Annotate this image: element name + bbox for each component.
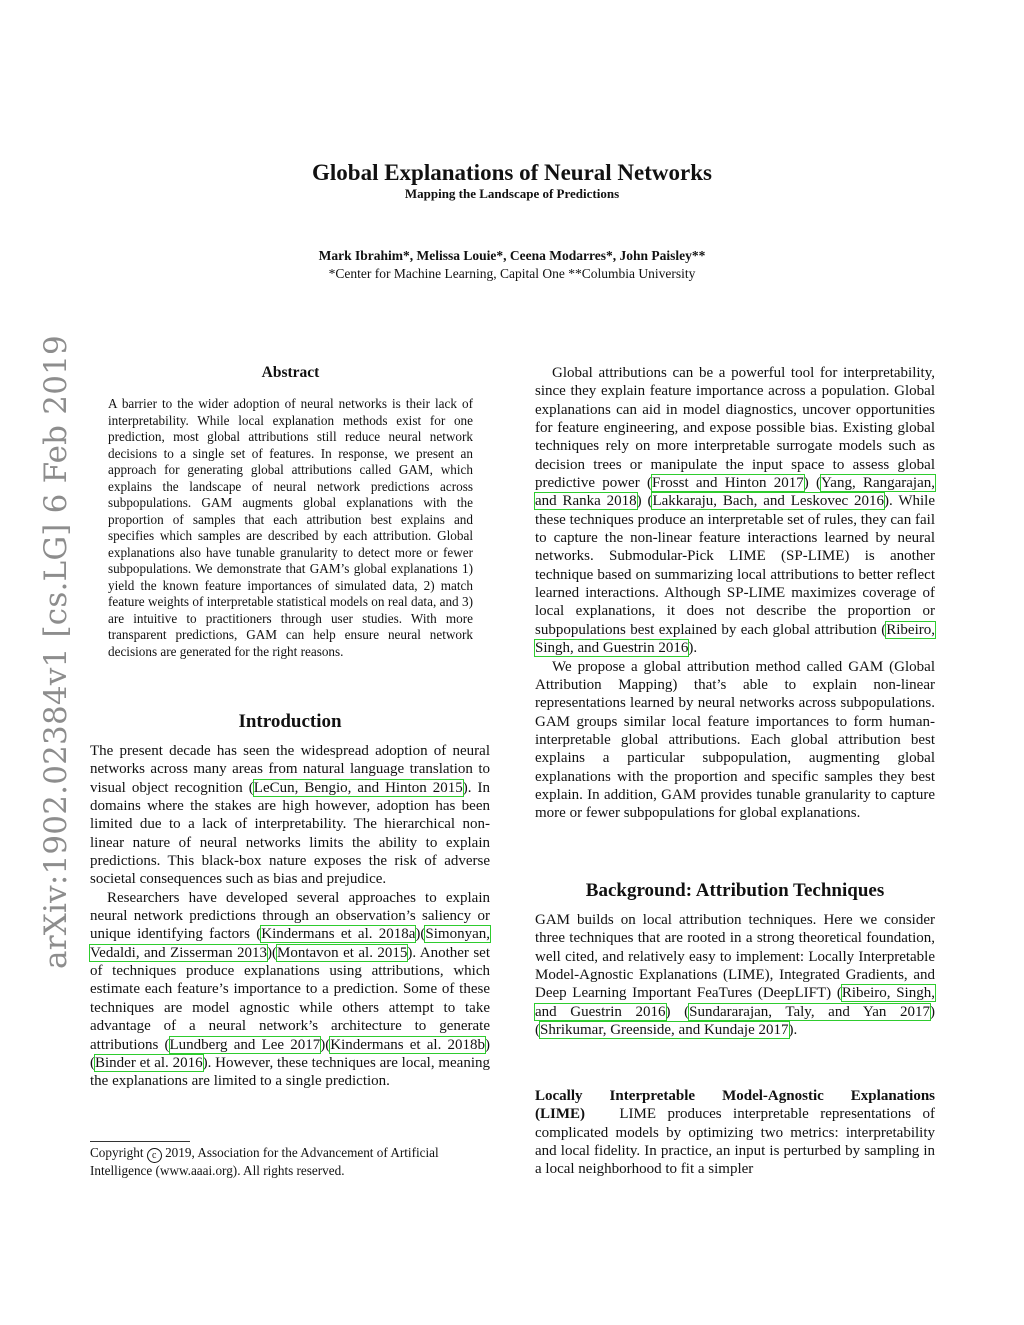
introduction-heading: Introduction	[238, 711, 342, 732]
paper-title: Global Explanations of Neural Networks	[312, 160, 712, 185]
abstract-heading: Abstract	[261, 364, 320, 381]
citation-link[interactable]: Sundararajan, Taly, and Yan 2017	[689, 1003, 930, 1020]
right-column-intro	[535, 364, 935, 823]
citation-link[interactable]: Ribeiro, Singh, and Guestrin 2016	[535, 985, 935, 1020]
citation-link[interactable]: Simonyan, Vedaldi, and Zisserman 2013	[90, 926, 490, 961]
gam-proposal-paragraph: We propose a global attribution method called GAM (Global Attribution Mapping) that’s able to explain non-linear representations learned by neural networks across subpopulations. GAM groups similar local feature importances to form human-interpretable global attributions. Each global attribution best explains a particular subpopulation, augmenting global explanations with the proportion and specific samples they best explain. In addition, GAM provides tunable granularity to capture more or fewer subpopulations for global explanations.	[535, 658, 935, 822]
lime-paragraph: Locally Interpretable Model-Agnostic Explanations (LIME) LIME produces interpretable representations of complicated models by optimizing two metrics: interpretability and local fidelity. In practice, an input is perturbed by sampling in a local neighborhood to fit a simpler	[535, 1088, 936, 1178]
intro-paragraph-2: Researchers have developed several approaches to explain neural network predictions through an observation’s saliency or unique identifying factors (Kindermans et al. 2018a)(Simonyan, Vedaldi, and Zisserman 2013)(Montavon et al. 2015). Another set of techniques produce explanations using attributions, which estimate each feature’s importance to a prediction. Some of these techniques are model agnostic while others attempt to take advantage of a neural network’s architecture to generate attributions (Lundberg and Lee 2017)(Kindermans et al. 2018b) (Binder et al. 2016). However, these techniques are local, meaning the explanations are limited to a single prediction.	[90, 889, 491, 1090]
citation-link[interactable]: Shrikumar, Greenside, and Kundaje 2017	[540, 1022, 789, 1039]
lime-section	[535, 1087, 935, 1179]
background-body	[535, 911, 935, 1039]
lime-title: Locally Interpretable Model-Agnostic Explanations (LIME)	[535, 1088, 935, 1123]
footnote-rule	[90, 1141, 190, 1142]
citation-link[interactable]: LeCun, Bengio, and Hinton 2015	[253, 779, 463, 796]
author-list: Mark Ibrahim*, Melissa Louie*, Ceena Modarres*, John Paisley**	[318, 248, 706, 263]
affiliations: *Center for Machine Learning, Capital One **Columbia University	[328, 266, 696, 281]
background-heading: Background: Attribution Techniques	[585, 880, 885, 901]
abstract-text: A barrier to the wider adoption of neural networks is their lack of interpretability. While local explanation methods exist for one prediction, most global attributions still reduce neural network decisions to a single set of features. In response, we present an approach for generating global attributions called GAM, which explains the landscape of neural network predictions across subpopulations. GAM augments global explanations with the proportion of samples that each attribution best explains and specifies which samples are described by each attribution. Global explanations also have tunable granularity to detect more or fewer subpopulations. We demonstrate that GAM’s global explanations 1) yield the known feature importances of simulated data, 2) match feature weights of interpretable statistical models on real data, and 3) are intuitive to practitioners through user studies. With more transparent predictions, GAM can help ensure neural network decisions are generated for the right reasons.	[108, 396, 473, 659]
citation-link[interactable]: Ribeiro, Singh, and Guestrin 2016	[535, 621, 935, 657]
citation-link[interactable]: Lakkaraju, Bach, and Leskovec 2016	[652, 493, 885, 510]
paper-subtitle: Mapping the Landscape of Predictions	[404, 186, 620, 201]
citation-link[interactable]: Kindermans et al. 2018a	[261, 926, 416, 943]
background-paragraph: GAM builds on local attribution techniques. Here we consider three techniques that are rooted in a strong theoretical foundation, well cited, and relatively easy to implement: Locally Interpretable Model-Agnostic Explanations (LIME), Integrated Gradients, and Deep Learning Important FeaTures (DeepLIFT) (Ribeiro, Singh, and Guestrin 2016) (Sundararajan, Taly, and Yan 2017) (Shrikumar, Greenside, and Kundaje 2017).	[535, 912, 935, 1039]
citation-link[interactable]: Lundberg and Lee 2017	[169, 1036, 321, 1053]
citation-link[interactable]: Frosst and Hinton 2017	[651, 475, 804, 492]
intro-paragraph-1: The present decade has seen the widespread adoption of neural networks across many areas from natural language translation to visual object recognition (LeCun, Bengio, and Hinton 2015). In domains where the stakes are high however, adoption has been limited due to a lack of interpretability. The hierarchical non-linear nature of neural networks limits the ability to explain predictions. This black-box nature exposes the risk of adverse societal consequences such as bias and prejudice.	[90, 743, 490, 888]
citation-link[interactable]: Kindermans et al. 2018b	[330, 1036, 486, 1053]
copyright-footnote: Copyright c 2019, Association for the Advancement of Artificial Intelligence (www.aaai.org). All rights reserved.	[90, 1145, 439, 1178]
arxiv-stamp: arXiv:1902.02384v1 [cs.LG] 6 Feb 2019	[38, 335, 74, 969]
citation-link[interactable]: Yang, Rangarajan, and Ranka 2018	[535, 475, 935, 510]
introduction-body	[90, 742, 490, 1091]
global-attributions-paragraph: Global attributions can be a powerful tool for interpretability, since they explain feature importance across a population. Global explanations can aid in model diagnostics, uncover opportunities for feature engineering, and expose possible bias. Existing global techniques rely on more interpretable surrogate models such as decision trees or manipulate the input space to assess global predictive power (Frosst and Hinton 2017) (Yang, Rangarajan, and Ranka 2018) (Lakkaraju, Bach, and Leskovec 2016). While these techniques produce an interpretable set of rules, they can fail to capture the non-linear feature interactions learned by neural networks. Submodular-Pick LIME (SP-LIME) is another technique based on summarizing local attributions to better reflect learned interactions. Although SP-LIME maximizes coverage of local explanations, it does not describe the proportion or subpopulations best explained by each global attribution (Ribeiro, Singh, and Guestrin 2016).	[535, 365, 936, 657]
citation-link[interactable]: Binder et al. 2016	[95, 1054, 203, 1071]
citation-link[interactable]: Montavon et al. 2015	[277, 944, 408, 961]
copyright-icon: c	[147, 1148, 162, 1163]
